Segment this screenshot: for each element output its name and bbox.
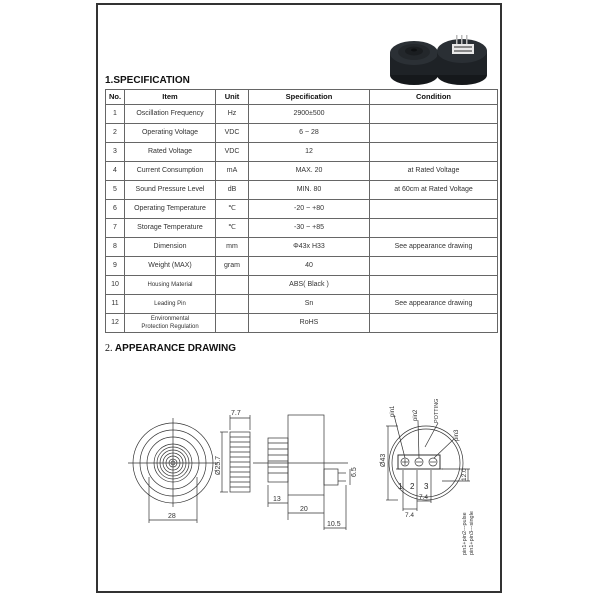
- cell-spec: 40: [249, 257, 370, 276]
- cell-no: 1: [106, 105, 125, 124]
- table-row: [106, 162, 498, 181]
- appearance-drawing: [98, 385, 504, 565]
- table-header-row: [106, 90, 498, 105]
- cell-item: Dimension: [125, 238, 216, 257]
- cell-condition: [370, 124, 498, 143]
- svg-text:Ø43: Ø43: [380, 453, 387, 467]
- header-condition: Condition: [370, 90, 498, 105]
- cell-condition: [370, 219, 498, 238]
- table-row: [106, 143, 498, 162]
- svg-text:6.5: 6.5: [351, 467, 358, 477]
- cell-spec: Sn: [249, 295, 370, 314]
- cell-no: 6: [106, 200, 125, 219]
- cell-unit: VDC: [216, 124, 249, 143]
- cell-condition: [370, 200, 498, 219]
- cell-condition: [370, 276, 498, 295]
- cell-item: Current Consumption: [125, 162, 216, 181]
- svg-text:28: 28: [168, 513, 176, 520]
- table-row: [106, 238, 498, 257]
- svg-text:20: 20: [300, 506, 308, 513]
- datasheet-page: [96, 3, 502, 593]
- cell-spec: Φ43x H33: [249, 238, 370, 257]
- cell-unit: ℃: [216, 219, 249, 238]
- table-row: [106, 105, 498, 124]
- cell-spec: ABS( Black ): [249, 276, 370, 295]
- table-row: [106, 200, 498, 219]
- cell-item: Rated Voltage: [125, 143, 216, 162]
- cell-item: Housing Material: [125, 276, 216, 295]
- cell-unit: ℃: [216, 200, 249, 219]
- cell-condition: at 60cm at Rated Voltage: [370, 181, 498, 200]
- svg-text:7.4: 7.4: [405, 512, 415, 519]
- cell-unit: Hz: [216, 105, 249, 124]
- section-title-specification: 1.SPECIFICATION: [105, 75, 190, 86]
- header-specification: Specification: [249, 90, 370, 105]
- svg-text:13: 13: [273, 496, 281, 503]
- cell-spec: MIN. 80: [249, 181, 370, 200]
- svg-text:Ø25.7: Ø25.7: [215, 455, 222, 475]
- svg-text:10.5: 10.5: [327, 521, 341, 528]
- cell-condition: See appearance drawing: [370, 295, 498, 314]
- svg-text:POTTING: POTTING: [434, 398, 440, 423]
- svg-text:pin1+pin3---single: pin1+pin3---single: [469, 511, 475, 555]
- cell-item-line2: Protection Regulation: [141, 324, 199, 330]
- cell-unit: [216, 314, 249, 333]
- svg-text:12.0: 12.0: [461, 468, 468, 481]
- cell-item: Operating Temperature: [125, 200, 216, 219]
- cell-condition: [370, 143, 498, 162]
- svg-text:2: 2: [410, 482, 415, 491]
- svg-text:1: 1: [398, 482, 403, 491]
- table-row: [106, 257, 498, 276]
- svg-text:7.4: 7.4: [419, 494, 429, 501]
- table-row: [106, 124, 498, 143]
- cell-no: 10: [106, 276, 125, 295]
- svg-text:pin3: pin3: [454, 429, 460, 441]
- cell-unit: [216, 276, 249, 295]
- cell-item: Oscillation Frequency: [125, 105, 216, 124]
- section-title-text: APPEARANCE DRAWING: [114, 343, 237, 354]
- cell-no: 4: [106, 162, 125, 181]
- cell-spec: -30 ~ +85: [249, 219, 370, 238]
- cell-item: [125, 314, 216, 333]
- front-view: [128, 418, 218, 523]
- header-unit: Unit: [216, 90, 249, 105]
- cell-no: 8: [106, 238, 125, 257]
- cell-condition: See appearance drawing: [370, 238, 498, 257]
- cell-unit: dB: [216, 181, 249, 200]
- cell-unit: mm: [216, 238, 249, 257]
- svg-text:pin1: pin1: [390, 405, 396, 417]
- cell-spec: RoHS: [249, 314, 370, 333]
- cell-item: Operating Voltage: [125, 124, 216, 143]
- cell-spec: 12: [249, 143, 370, 162]
- table-row: [106, 295, 498, 314]
- section-title-appearance: [105, 343, 236, 354]
- cell-unit: [216, 295, 249, 314]
- side-view-body: [253, 415, 358, 530]
- cell-condition: [370, 257, 498, 276]
- cell-no: 9: [106, 257, 125, 276]
- cell-unit: VDC: [216, 143, 249, 162]
- cell-item: Sound Pressure Level: [125, 181, 216, 200]
- cell-no: 5: [106, 181, 125, 200]
- table-row: [106, 314, 498, 333]
- cell-spec: 6 ~ 28: [249, 124, 370, 143]
- cell-no: 7: [106, 219, 125, 238]
- cell-unit: gram: [216, 257, 249, 276]
- cell-no: 11: [106, 295, 125, 314]
- cell-unit: mA: [216, 162, 249, 181]
- svg-text:3: 3: [424, 482, 429, 491]
- table-row: [106, 219, 498, 238]
- cell-spec: -20 ~ +80: [249, 200, 370, 219]
- svg-text:pin2: pin2: [413, 409, 419, 421]
- cell-no: 2: [106, 124, 125, 143]
- header-item: Item: [125, 90, 216, 105]
- cell-item-line1: Environmental: [150, 316, 190, 322]
- cell-spec: MAX. 20: [249, 162, 370, 181]
- cell-condition: [370, 105, 498, 124]
- cell-condition: at Rated Voltage: [370, 162, 498, 181]
- svg-text:pin1+pin2---pulse: pin1+pin2---pulse: [462, 512, 468, 555]
- table-row: [106, 276, 498, 295]
- cell-item: Weight (MAX): [125, 257, 216, 276]
- specification-table: [105, 89, 498, 333]
- cell-no: 12: [106, 314, 125, 333]
- cell-no: 3: [106, 143, 125, 162]
- section-number: 2.: [105, 343, 113, 354]
- rear-view: [380, 399, 475, 555]
- cell-item: Storage Temperature: [125, 219, 216, 238]
- cell-spec: 2900±500: [249, 105, 370, 124]
- svg-text:7.7: 7.7: [231, 410, 241, 417]
- cell-item: Leading Pin: [125, 295, 216, 314]
- product-photo: [384, 25, 494, 91]
- table-row: [106, 181, 498, 200]
- cell-condition: [370, 314, 498, 333]
- header-no: No.: [106, 90, 125, 105]
- side-view-disc: [215, 410, 250, 492]
